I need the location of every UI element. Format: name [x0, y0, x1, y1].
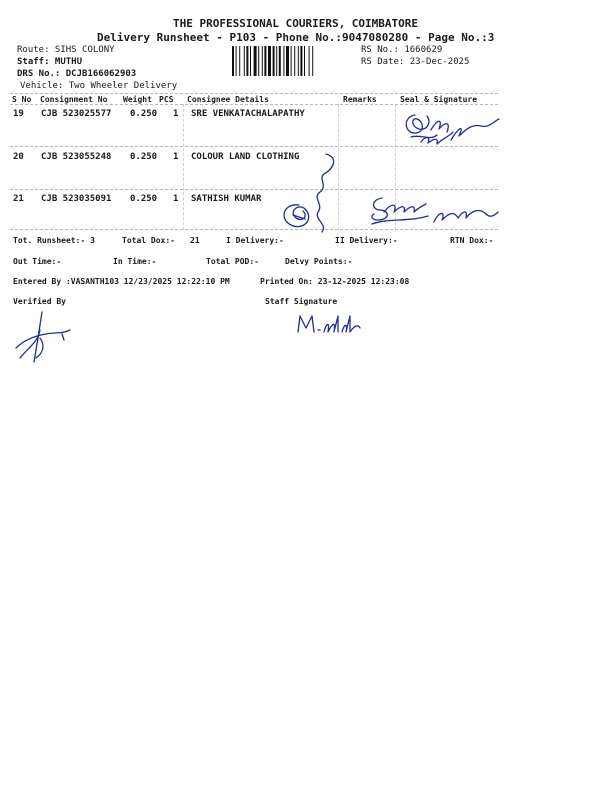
col-consignment: Consignment No	[40, 95, 108, 104]
barcode-bar	[232, 46, 234, 76]
verified-by-signature	[12, 308, 74, 366]
row-weight: 0.250	[130, 194, 158, 204]
printed-on: Printed On: 23-12-2025 12:23:08	[260, 277, 410, 286]
row-weight: 0.250	[130, 109, 158, 119]
staff-signature-mark	[294, 312, 364, 338]
delvy-points: Delvy Points:-	[285, 257, 353, 266]
barcode-bar	[250, 46, 251, 76]
barcode-bar	[279, 46, 281, 76]
scribble-mark	[275, 195, 323, 235]
barcode-bar	[294, 46, 295, 76]
rs-number: RS No.: 1660629	[361, 45, 443, 55]
row-consignment: CJB 523025577	[41, 109, 112, 119]
col-pcs: PCS	[159, 95, 174, 104]
barcode-bar	[254, 46, 257, 76]
route-text: Route: SIHS COLONY	[17, 45, 115, 55]
row-consignment: CJB 523035091	[41, 194, 112, 204]
barcode-bar	[304, 46, 305, 76]
total-dox-value: 21	[190, 236, 200, 245]
barcode-bar	[273, 46, 275, 76]
row-sno: 19	[13, 109, 24, 119]
barcode-bar	[239, 46, 240, 76]
barcode-bar	[276, 46, 277, 76]
barcode-bar	[300, 46, 302, 76]
col-sno: S No	[12, 95, 32, 104]
barcode	[231, 46, 355, 76]
row-sno: 21	[13, 194, 24, 204]
col-weight: Weight	[123, 95, 152, 104]
table-bottom-rule	[10, 229, 498, 230]
barcode-bar	[264, 46, 266, 76]
drs-number: DRS No.: DCJB166062903	[17, 69, 137, 79]
row-rule	[10, 189, 498, 190]
total-dox-label: Total Dox:-	[122, 236, 175, 245]
col-consignee: Consignee Details	[187, 95, 269, 104]
out-time: Out Time:-	[13, 257, 62, 266]
table-top-rule	[10, 93, 498, 94]
total-pod: Total POD:-	[206, 257, 259, 266]
staff-text: Staff: MUTHU	[17, 57, 83, 67]
barcode-bar	[246, 46, 248, 76]
barcode-bar	[283, 46, 284, 76]
row-pcs: 1	[173, 152, 179, 162]
rtn-dox: RTN Dox:-	[450, 236, 494, 245]
handwritten-signature-row21	[368, 194, 500, 228]
col-divider	[183, 104, 184, 230]
i-delivery: I Delivery:-	[226, 236, 284, 245]
vehicle-text: Vehicle: Two Wheeler Delivery	[20, 81, 178, 91]
row-pcs: 1	[173, 194, 179, 204]
row-consignee: SATHISH KUMAR	[191, 194, 262, 204]
barcode-bar	[309, 46, 310, 76]
barcode-bar	[312, 46, 313, 76]
in-time: In Time:-	[113, 257, 157, 266]
tot-runsheet: Tot. Runsheet:- 3	[13, 236, 95, 245]
row-consignee: COLOUR LAND CLOTHING	[191, 152, 300, 162]
row-consignment: CJB 523055248	[41, 152, 112, 162]
barcode-bar	[236, 46, 237, 76]
handwritten-signature-row19	[395, 106, 500, 150]
col-remarks: Remarks	[343, 95, 377, 104]
col-seal-signature: Seal & Signature	[400, 95, 478, 104]
verified-by-label: Verified By	[13, 297, 66, 306]
barcode-bar	[298, 46, 299, 76]
barcode-bar	[286, 46, 289, 76]
row-weight: 0.250	[130, 152, 158, 162]
entered-by: Entered By :VASANTH103 12/23/2025 12:22:10 PM	[13, 277, 230, 286]
ii-delivery: II Delivery:-	[335, 236, 398, 245]
company-title: THE PROFESSIONAL COURIERS, COIMBATORE	[173, 17, 419, 30]
barcode-bar	[258, 46, 259, 76]
row-consignee: SRE VENKATACHALAPATHY	[191, 109, 305, 119]
table-header-rule	[10, 104, 498, 105]
barcode-bar	[262, 46, 263, 76]
row-sno: 20	[13, 152, 24, 162]
barcode-bar	[244, 46, 245, 76]
runsheet-subtitle: Delivery Runsheet - P103 - Phone No.:9047080280 - Page No.:3	[97, 31, 495, 44]
barcode-bar	[291, 46, 292, 76]
rs-date: RS Date: 23-Dec-2025	[361, 57, 470, 67]
row-pcs: 1	[173, 109, 179, 119]
staff-signature-label: Staff Signature	[265, 297, 338, 306]
barcode-bar	[268, 46, 271, 76]
